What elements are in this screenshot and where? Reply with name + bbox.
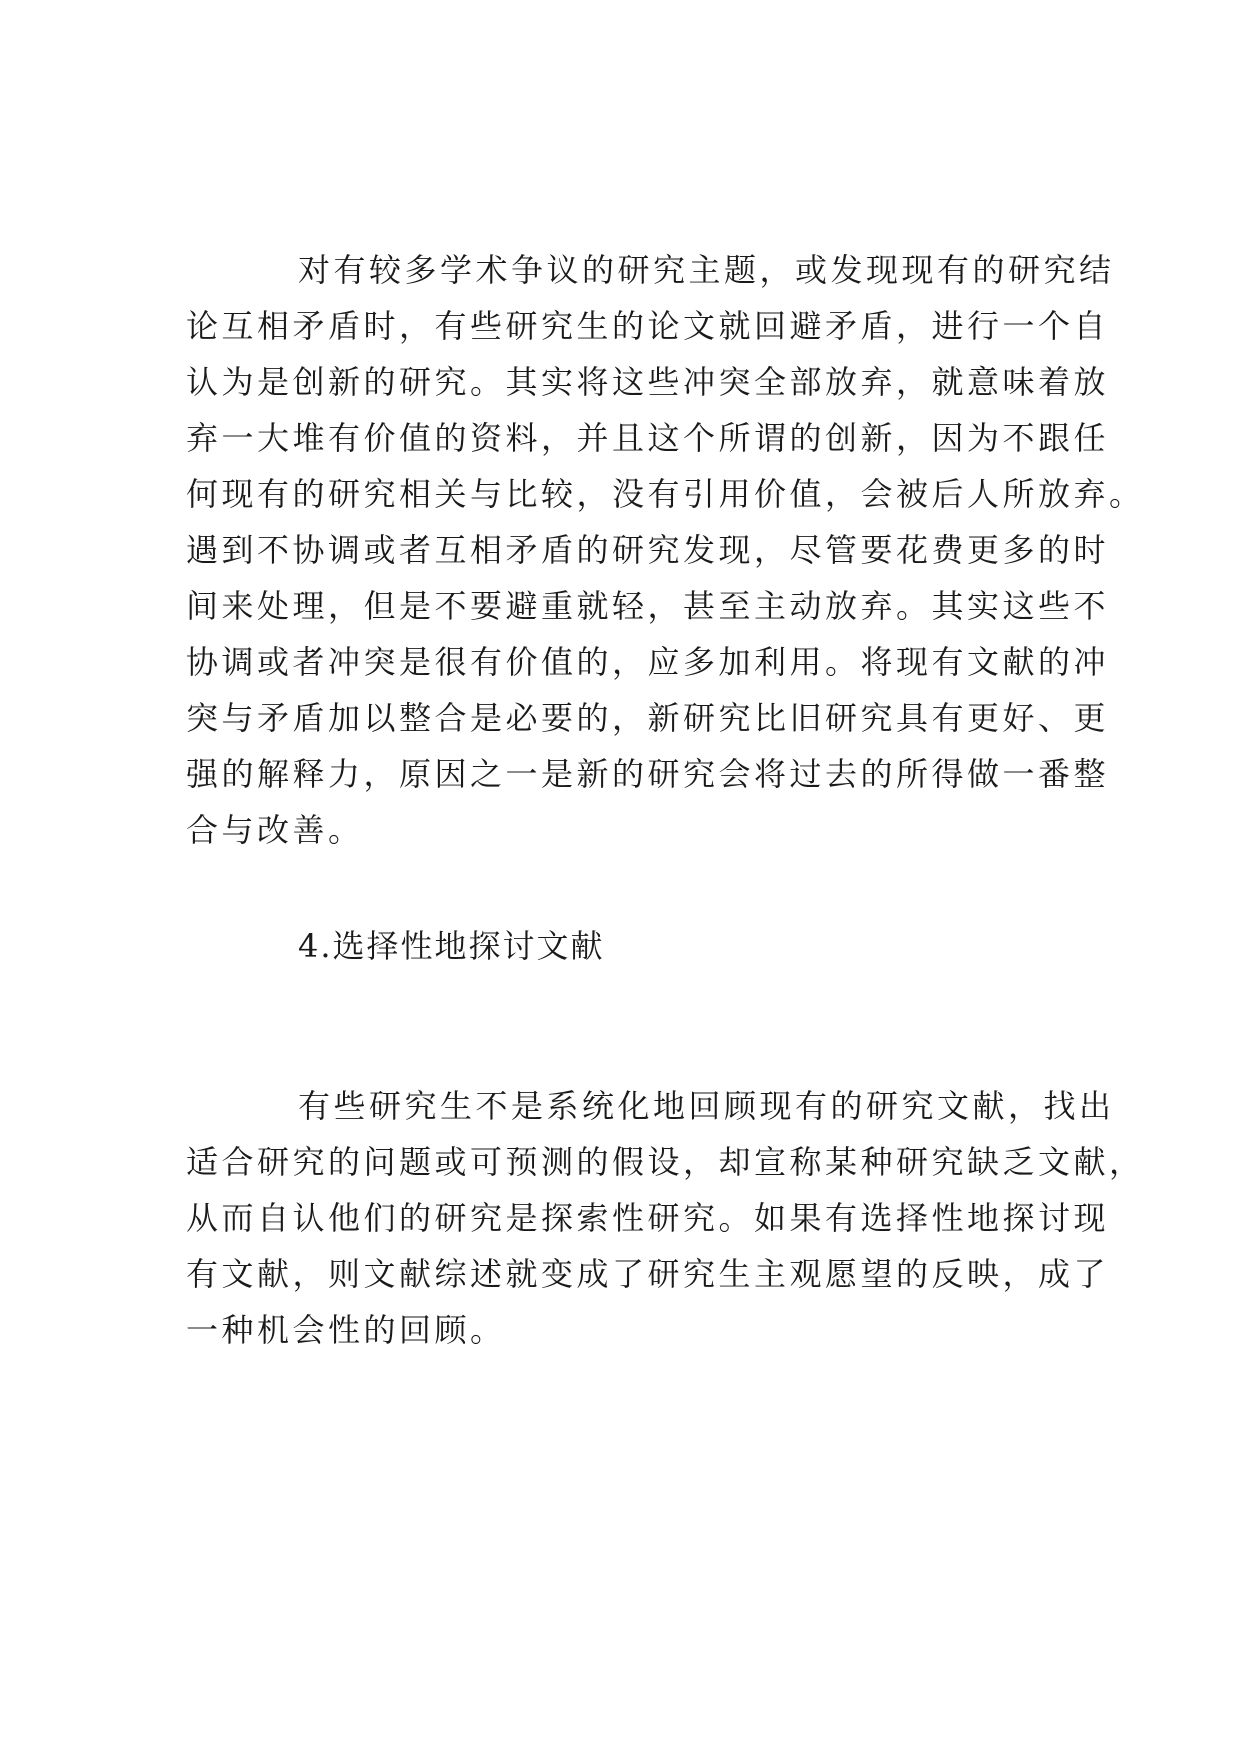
paragraph-line: 强的解释力，原因之一是新的研究会将过去的所得做一番整 (186, 755, 1110, 793)
section-heading: 4.选择性地探讨文献 (298, 927, 605, 965)
paragraph-line: 有文献，则文献综述就变成了研究生主观愿望的反映，成了 (186, 1255, 1110, 1293)
paragraph-line: 突与矛盾加以整合是必要的，新研究比旧研究具有更好、更 (186, 699, 1110, 737)
paragraph-line: 弃一大堆有价值的资料，并且这个所谓的创新，因为不跟任 (186, 419, 1110, 457)
paragraph-line: 从而自认他们的研究是探索性研究。如果有选择性地探讨现 (186, 1199, 1110, 1237)
paragraph-line: 对有较多学术争议的研究主题，或发现现有的研究结 (298, 251, 1115, 289)
paragraph-line: 有些研究生不是系统化地回顾现有的研究文献，找出 (298, 1087, 1115, 1125)
paragraph-line: 认为是创新的研究。其实将这些冲突全部放弃，就意味着放 (186, 363, 1110, 401)
paragraph-line: 论互相矛盾时，有些研究生的论文就回避矛盾，进行一个自 (186, 307, 1110, 345)
paragraph-line: 协调或者冲突是很有价值的，应多加利用。将现有文献的冲 (186, 643, 1110, 681)
paragraph-line: 间来处理，但是不要避重就轻，甚至主动放弃。其实这些不 (186, 587, 1110, 625)
paragraph-line: 遇到不协调或者互相矛盾的研究发现，尽管要花费更多的时 (186, 531, 1110, 569)
paragraph-line: 适合研究的问题或可预测的假设，却宣称某种研究缺乏文献， (186, 1143, 1145, 1181)
paragraph-line: 一种机会性的回顾。 (186, 1311, 506, 1349)
paragraph-line: 合与改善。 (186, 811, 364, 849)
paragraph-line: 何现有的研究相关与比较，没有引用价值，会被后人所放弃。 (186, 475, 1145, 513)
